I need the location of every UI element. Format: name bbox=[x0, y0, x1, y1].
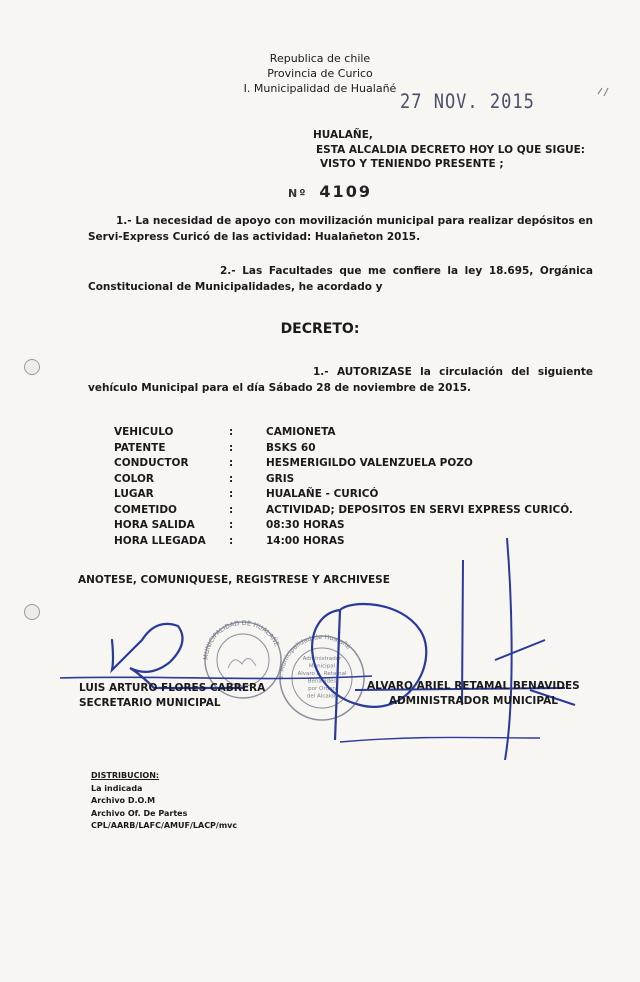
details-label: LUGAR bbox=[114, 488, 154, 500]
signature-block-left bbox=[79, 681, 265, 711]
details-value: CAMIONETA bbox=[266, 426, 336, 438]
date-stamp: 27 NOV. 2015 bbox=[400, 90, 535, 114]
details-label: VEHICULO bbox=[114, 426, 174, 438]
details-label: COLOR bbox=[114, 472, 154, 485]
details-separator: : bbox=[229, 534, 234, 547]
distribution-item: Archivo D.O.M bbox=[91, 796, 156, 805]
secretary-name: LUIS ARTURO FLORES CABRERA bbox=[79, 682, 266, 694]
details-value: HUALAÑE - CURICÓ bbox=[266, 488, 379, 500]
signature-block-right bbox=[367, 679, 580, 709]
intro-statement: ESTA ALCALDIA DECRETO HOY LO QUE SIGUE: bbox=[316, 143, 585, 156]
details-separator: : bbox=[229, 441, 234, 454]
details-label: COMETIDO bbox=[114, 503, 177, 516]
seal-right-center-line: Benavides bbox=[307, 678, 337, 685]
decree-heading: DECRETO: bbox=[280, 321, 360, 337]
administrator-name: ALVARO ARIEL RETAMAL BENAVIDES bbox=[367, 680, 580, 692]
decree-number-prefix: Nº bbox=[288, 187, 308, 200]
signature-right-underline bbox=[340, 737, 540, 742]
details-separator: : bbox=[229, 503, 234, 516]
resolution-paragraph: 1.- AUTORIZASE la circulación del siguiente vehículo Municipal para el día Sábado 28 de noviembre de 2015. bbox=[88, 366, 593, 394]
details-value: BSKS 60 bbox=[266, 441, 316, 454]
secretary-title: SECRETARIO MUNICIPAL bbox=[79, 697, 221, 709]
header-country: Republica de chile bbox=[269, 52, 371, 65]
distribution-item: CPL/AARB/LAFC/AMUF/LACP/mvc bbox=[91, 821, 238, 830]
intro-visto: VISTO Y TENIENDO PRESENTE ; bbox=[320, 158, 504, 170]
details-label: CONDUCTOR bbox=[114, 457, 189, 469]
details-value: HESMERIGILDO VALENZUELA POZO bbox=[266, 457, 473, 469]
details-separator: : bbox=[229, 472, 234, 485]
administrator-title: ADMINISTRADOR MUNICIPAL bbox=[388, 695, 558, 707]
seal-right-center-line: Alvaro A. Retamal bbox=[297, 671, 347, 677]
seal-right-center-line: del Alcalde bbox=[306, 693, 338, 700]
details-separator: : bbox=[229, 488, 234, 500]
seal-left-ring-text: MUNICIPALIDAD DE HUALAÑE bbox=[201, 618, 281, 661]
closing-formula: ANOTESE, COMUNIQUESE, REGISTRESE Y ARCHIVESE bbox=[78, 574, 390, 586]
details-label: PATENTE bbox=[114, 441, 166, 454]
details-separator: : bbox=[229, 426, 234, 438]
distribution-title: DISTRIBUCION: bbox=[91, 771, 160, 780]
details-separator: : bbox=[229, 519, 234, 531]
distribution-item: La indicada bbox=[91, 783, 143, 793]
details-value: GRIS bbox=[266, 472, 295, 485]
details-separator: : bbox=[229, 457, 234, 469]
seal-right-center-line: por Orden bbox=[308, 686, 336, 692]
distribution-block bbox=[91, 770, 237, 833]
seal-right-center-line: Administrador bbox=[302, 656, 342, 662]
details-label: HORA LLEGADA bbox=[114, 534, 206, 547]
details-value: ACTIVIDAD; DEPOSITOS EN SERVI EXPRESS CURICÓ. bbox=[266, 503, 573, 516]
decree-number-value: 4109 bbox=[319, 182, 372, 201]
intro-place: HUALAÑE, bbox=[313, 129, 373, 141]
margin-mark bbox=[598, 88, 608, 96]
header-municipality: I. Municipalidad de Hualañé bbox=[243, 82, 397, 95]
header-province: Provincia de Curico bbox=[267, 67, 373, 80]
details-value: 08:30 HORAS bbox=[266, 519, 345, 531]
signature-right-strokes bbox=[355, 538, 575, 760]
details-value: 14:00 HORAS bbox=[266, 534, 345, 547]
consideration-2: 2.- Las Facultades que me confiere la ley 18.695, Orgánica Constitucional de Municipalidades, he acordado y bbox=[88, 265, 593, 293]
distribution-item: Archivo Of. De Partes bbox=[91, 808, 188, 818]
seal-right-center-line: Municipal bbox=[308, 663, 336, 670]
seal-right-ring-text: I. Municipalidad de Hualañé bbox=[276, 632, 353, 679]
consideration-1: 1.- La necesidad de apoyo con movilización municipal para realizar depósitos en Servi-Express Curicó de las actividad: Hualañeton 2015. bbox=[88, 215, 593, 243]
details-label: HORA SALIDA bbox=[114, 519, 195, 531]
